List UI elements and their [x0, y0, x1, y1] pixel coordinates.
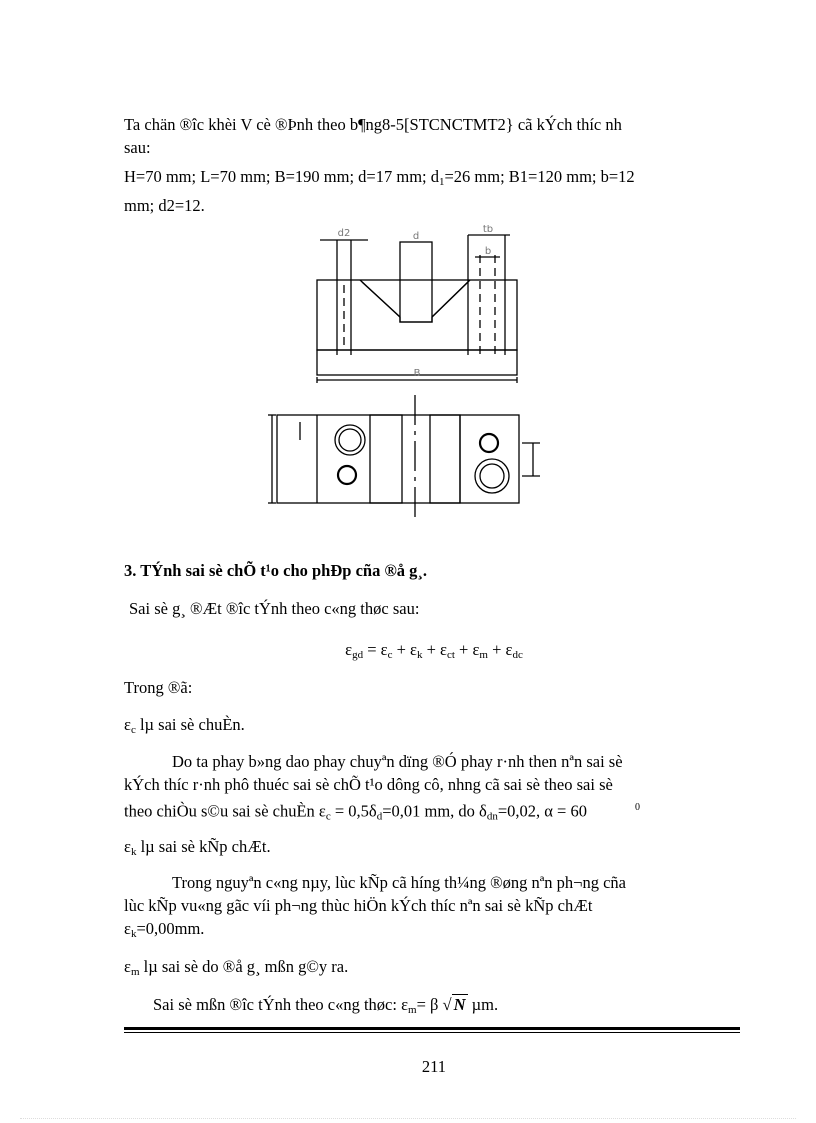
- intro-line-2: sau:: [124, 138, 151, 157]
- intro-formula-text: Sai sè g¸ ®Æt ®îc tÝnh theo c«ng thøc sau:: [129, 599, 420, 618]
- footer-rule-thick: [124, 1027, 740, 1030]
- paragraph-trong: Trong nguyªn c«ng nµy, lùc kÑp cã híng th¼ng ®øng nªn ph¬ng cña lùc kÑp vu«ng gãc víi ph¬ng thùc hiÖn kÝch thíc nªn sai sè kÑp chÆt $\varepsilon_k=0,00mm$.: [124, 873, 626, 940]
- label-b: b: [484, 246, 492, 257]
- page-edge-line: [20, 1118, 796, 1119]
- label-tb: tb: [482, 225, 494, 235]
- dimensions-sub: 1: [438, 176, 445, 188]
- em-definition: $\varepsilon_m$ lµ sai sè do ®å g¸ mßn g©y ra.: [124, 957, 349, 978]
- ek-definition: $\varepsilon_k$ lµ sai sè kÑp chÆt.: [124, 837, 271, 858]
- trong-do: Trong ®ã:: [124, 678, 193, 697]
- ec-definition: $\varepsilon_c$ lµ sai sè chuÈn.: [124, 715, 245, 736]
- degree-mark: 0: [634, 802, 640, 813]
- dimensions-text-1: H=70 mm; L=70 mm; B=190 mm; d=17 mm; d: [124, 167, 439, 186]
- front-view-body: [317, 280, 517, 350]
- label-d: d: [412, 231, 420, 242]
- intro-paragraph: [124, 113, 744, 159]
- v-groove: [360, 280, 470, 322]
- v-block-figure: [260, 225, 560, 530]
- hole-small-right: [480, 434, 498, 452]
- label-d2: d2: [337, 228, 351, 239]
- intro-line-1: Ta chän ®îc khèi V cè ®Þnh theo b¶ng8-5[STCNCTMT2} cã kÝch thíc nh: [124, 115, 622, 134]
- hole-small-left: [338, 466, 356, 484]
- dimensions-line-2: mm; d2=12.: [124, 196, 205, 215]
- footer-rule-thin: [124, 1032, 740, 1033]
- paragraph-do: Do ta phay b»ng dao phay chuyªn dïng ®Ó phay r·nh then nªn sai sè kÝch thíc r·nh phô thuéc sai sè chÕ t¹o dông cô, nhng cã sai sè theo sai sè theo chiÒu s©u sai sè chuÈn $\varepsilon_c = 0,5\delta_d=0,01$ mm, do $\delta_{dn}=0,02$, α = 60 $^0$: [124, 752, 640, 823]
- sqrt-n: N: [453, 995, 466, 1014]
- wear-formula-line: Sai sè mßn ®îc tÝnh theo c«ng thøc: $\varepsilon_m= \beta$ √ N µm.: [153, 995, 499, 1016]
- label-B: B: [413, 368, 421, 379]
- error-formula: $\varepsilon_{gd} = \varepsilon_c + \varepsilon_k + \varepsilon_{ct} + \varepsilon_m + \varepsilon_{dc}$: [345, 640, 523, 661]
- section-heading: 3. TÝnh sai sè chÕ t¹o cho phÐp cña ®å g¸.: [124, 561, 428, 580]
- page-number: 211: [421, 1057, 447, 1076]
- dimensions-text-2: =26 mm; B1=120 mm; b=12: [444, 167, 635, 186]
- dimensions-paragraph: [124, 165, 744, 217]
